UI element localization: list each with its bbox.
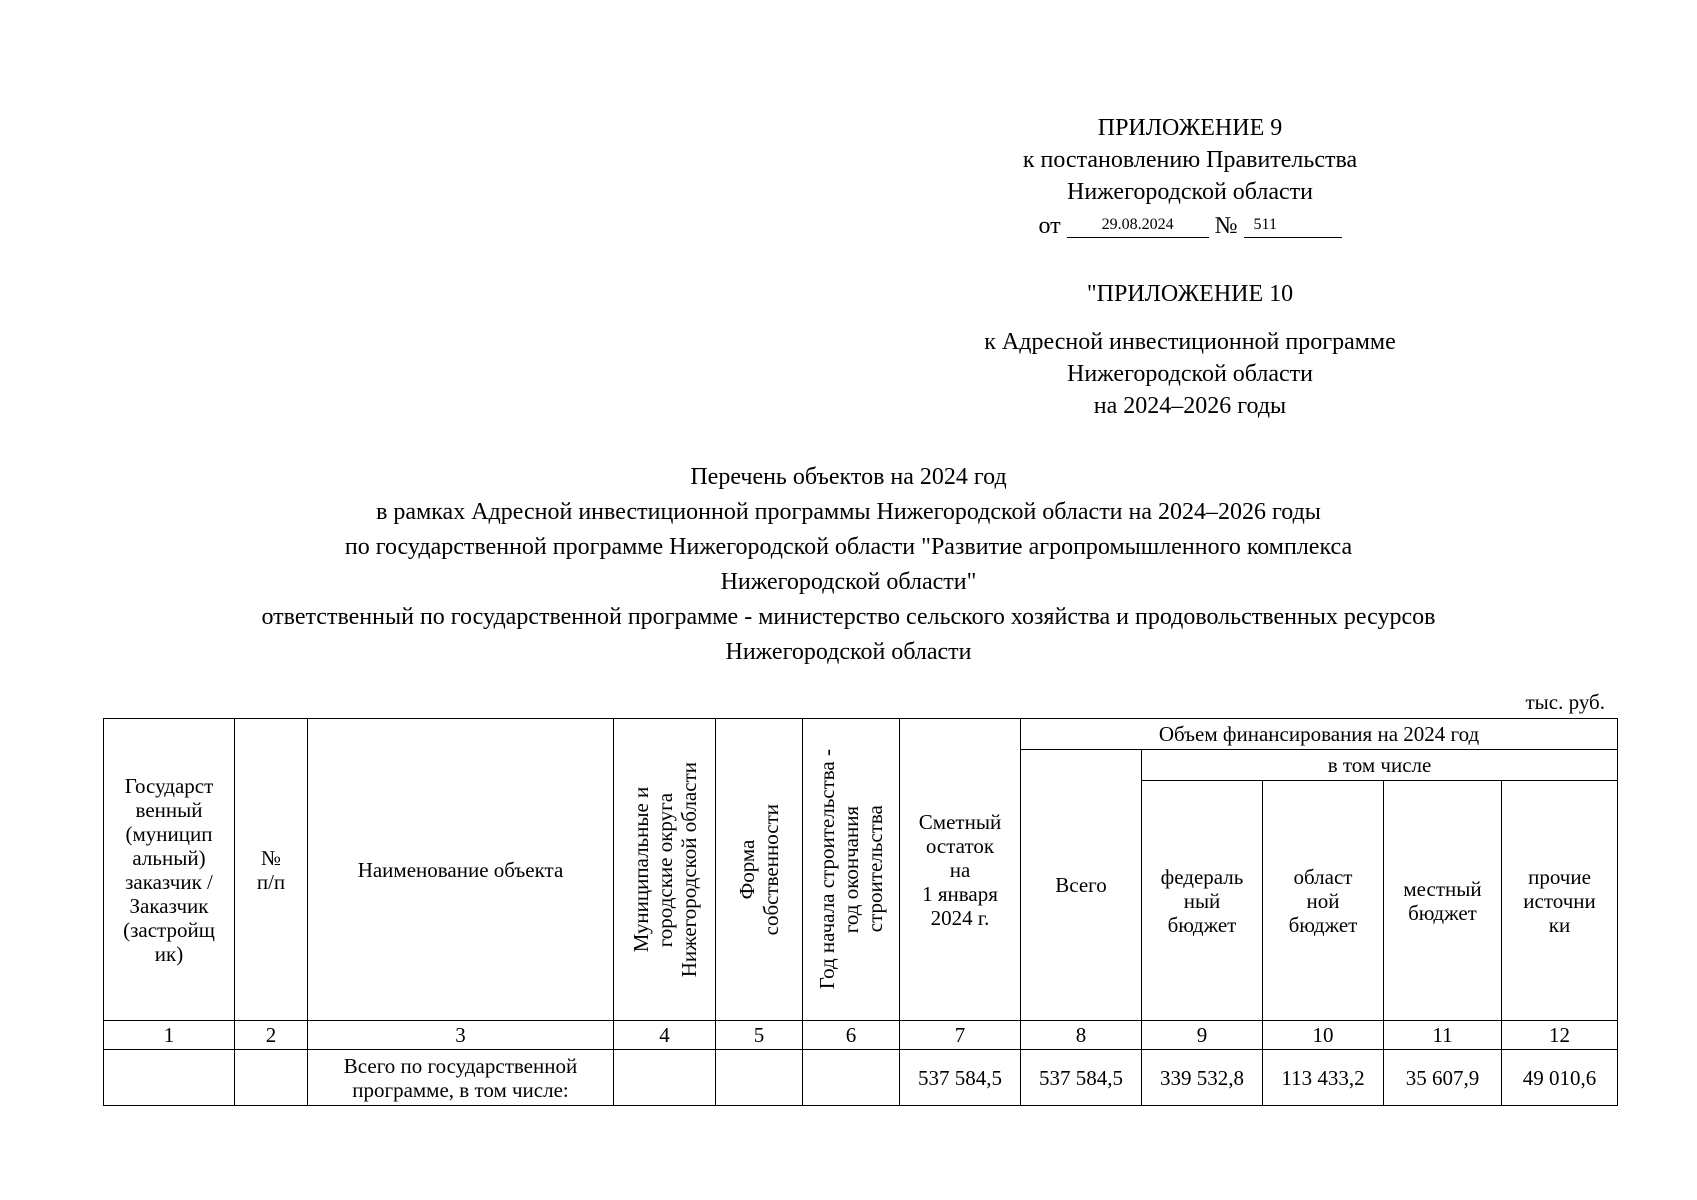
appendix-date-line [960, 208, 1420, 242]
header-municipal [614, 719, 716, 1021]
column-number: 6 [803, 1021, 900, 1050]
header-customer: Государст венный (муницип альный) заказчик / Заказчик (застройщ ик) [104, 719, 235, 1021]
total-local: 35 607,9 [1384, 1050, 1502, 1106]
header-total: Всего [1021, 750, 1142, 1021]
appendix-header [960, 112, 1420, 242]
appendix2-title: "ПРИЛОЖЕНИЕ 10 [1086, 281, 1294, 307]
column-number: 9 [1142, 1021, 1263, 1050]
header-estimate: Сметный остаток на 1 января 2024 г. [900, 719, 1021, 1021]
header-ownership [716, 719, 803, 1021]
total-other: 49 010,6 [1502, 1050, 1618, 1106]
total-estimate: 537 584,5 [900, 1050, 1021, 1106]
column-number: 1 [104, 1021, 235, 1050]
total-ownership [716, 1050, 803, 1106]
column-number: 2 [235, 1021, 308, 1050]
appendix-line-2: Нижегородской области [1066, 179, 1314, 205]
column-number: 12 [1502, 1021, 1618, 1050]
column-number: 11 [1384, 1021, 1502, 1050]
unit-label: тыс. руб. [1525, 690, 1605, 714]
header-ownership-text: Форма собственности [735, 803, 783, 936]
total-num [235, 1050, 308, 1106]
column-number-row [104, 1021, 1618, 1050]
header-local: местный бюджет [1384, 781, 1502, 1021]
appendix2-header [940, 278, 1440, 422]
header-num: № п/п [235, 719, 308, 1021]
column-number: 5 [716, 1021, 803, 1050]
total-years [803, 1050, 900, 1106]
total-sum: 537 584,5 [1021, 1050, 1142, 1106]
title-line-2: в рамках Адресной инвестиционной программы Нижегородской области на 2024–2026 годы [376, 499, 1321, 525]
total-regional: 113 433,2 [1263, 1050, 1384, 1106]
decree-number: 511 [1244, 215, 1342, 238]
appendix2-line-3: на 2024–2026 годы [1093, 393, 1287, 419]
date-prefix: от [1038, 213, 1061, 239]
total-name: Всего по государственной программе, в том числе: [308, 1050, 614, 1106]
header-including: в том числе [1142, 750, 1618, 781]
header-municipal-text: Муниципальные и городские округа Нижегородской области [628, 761, 701, 978]
total-row [104, 1050, 1618, 1106]
column-number: 4 [614, 1021, 716, 1050]
title-line-5: ответственный по государственной программе - министерство сельского хозяйства и продовольственных ресурсов [261, 604, 1436, 630]
title-line-6: Нижегородской области [725, 639, 972, 665]
header-regional: област ной бюджет [1263, 781, 1384, 1021]
objects-table [103, 718, 1618, 1106]
document-title [100, 460, 1597, 670]
total-municipal [614, 1050, 716, 1106]
header-funding-group: Объем финансирования на 2024 год [1021, 719, 1618, 750]
number-prefix: № [1214, 213, 1238, 239]
column-number: 10 [1263, 1021, 1384, 1050]
appendix-title: ПРИЛОЖЕНИЕ 9 [1097, 115, 1283, 141]
title-line-1: Перечень объектов на 2024 год [690, 464, 1007, 490]
column-number: 7 [900, 1021, 1021, 1050]
header-other: прочие источни ки [1502, 781, 1618, 1021]
total-customer [104, 1050, 235, 1106]
title-line-4: Нижегородской области" [720, 569, 977, 595]
total-federal: 339 532,8 [1142, 1050, 1263, 1106]
title-line-3: по государственной программе Нижегородской области "Развитие агропромышленного комплекса [344, 534, 1353, 560]
header-years [803, 719, 900, 1021]
appendix2-line-2: Нижегородской области [1066, 361, 1314, 387]
header-federal: федераль ный бюджет [1142, 781, 1263, 1021]
header-name: Наименование объекта [308, 719, 614, 1021]
appendix2-line-1: к Адресной инвестиционной программе [984, 329, 1396, 355]
column-number: 8 [1021, 1021, 1142, 1050]
appendix-line-1: к постановлению Правительства [1022, 147, 1358, 173]
header-years-text: Год начала строительства - год окончания строительства [815, 749, 887, 990]
column-number: 3 [308, 1021, 614, 1050]
decree-date: 29.08.2024 [1067, 215, 1209, 238]
header-row-1 [104, 719, 1618, 750]
